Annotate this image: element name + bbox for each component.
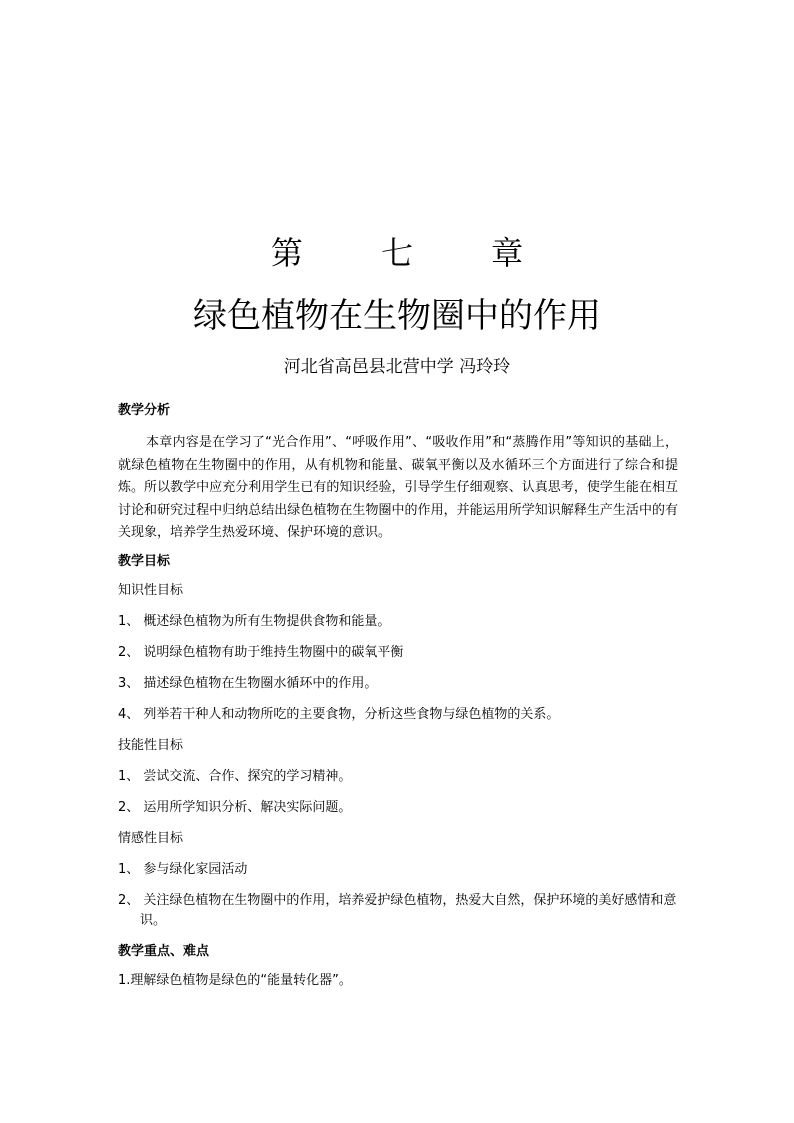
subheading-emotion-goals: 情感性目标 [118, 830, 184, 846]
subheading-skill-goals: 技能性目标 [118, 737, 184, 753]
section-heading-goals: 教学目标 [118, 553, 171, 569]
chapter-title: 第 七 章 [270, 234, 558, 272]
document-body [118, 401, 678, 1002]
author-line: 河北省高邑县北营中学 冯玲玲 [283, 357, 511, 377]
subheading-knowledge-goals: 知识性目标 [118, 582, 184, 598]
skill-goal-item: 2、 运用所学知识分析、解决实际问题。 [118, 799, 352, 815]
key-point-item: 1.理解绿色植物是绿色的“能量转化器”。 [118, 972, 352, 988]
section-heading-key-points: 教学重点、难点 [118, 943, 210, 959]
knowledge-goal-item: 1、 概述绿色植物为所有生物提供食物和能量。 [118, 613, 391, 629]
knowledge-goal-item: 4、 列举若干种人和动物所吃的主要食物，分析这些食物与绿色植物的关系。 [118, 706, 560, 722]
emotion-goal-item: 2、 关注绿色植物在生物圈中的作用，培养爱护绿色植物，热爱大自然，保护环境的美好感情和意识。 [118, 892, 677, 928]
emotion-goal-item: 1、 参与绿化家园活动 [118, 861, 248, 877]
analysis-paragraph: 本章内容是在学习了“光合作用”、“呼吸作用”、“吸收作用”和“蒸腾作用”等知识的基础上，就绿色植物在生物圈中的作用，从有机物和能量、碳氧平衡以及水循环三个方面进行了综合和提炼。所以教学中应充分利用学生已有的知识经验，引导学生仔细观察、认真思考，使学生能在相互讨论和研究过程中归纳总结出绿色植物在生物圈中的作用，并能运用所学知识解释生产生活中的有关现象，培养学生热爱环境、保护环境的意识。 [118, 435, 678, 540]
knowledge-goal-item: 2、 说明绿色植物有助于维持生物圈中的碳氧平衡 [118, 644, 404, 660]
main-title: 绿色植物在生物圈中的作用 [193, 296, 601, 336]
skill-goal-item: 1、 尝试交流、合作、探究的学习精神。 [118, 768, 352, 784]
knowledge-goal-item: 3、 描述绿色植物在生物圈水循环中的作用。 [118, 675, 378, 691]
section-heading-analysis: 教学分析 [118, 403, 171, 418]
